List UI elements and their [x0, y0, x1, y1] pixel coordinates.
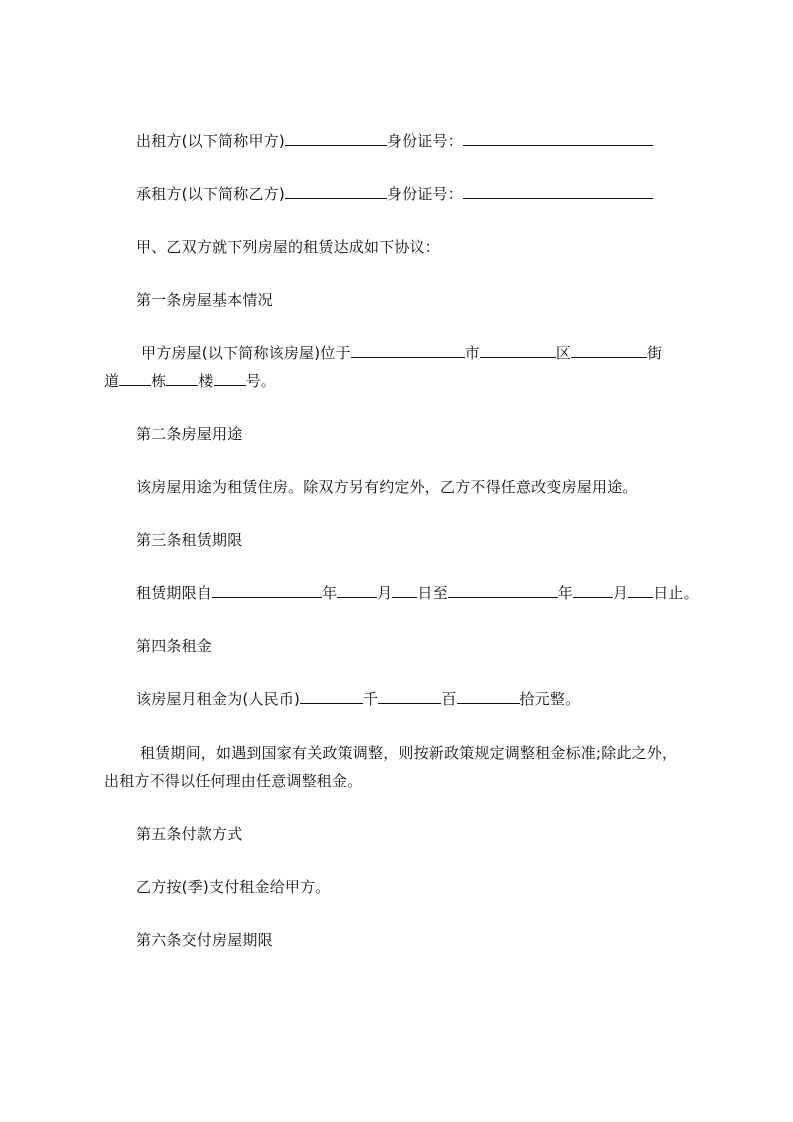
article1-city-blank[interactable]	[351, 342, 465, 358]
article2-text: 该房屋用途为租赁住房。除双方另有约定外，乙方不得任意改变房屋用途。	[136, 478, 638, 496]
article1-number-label: 号。	[245, 372, 277, 390]
article4-rent-line	[136, 688, 580, 710]
article3-end-year-blank[interactable]	[448, 582, 558, 598]
article1-building-label: 栋	[151, 372, 167, 390]
lessee-id-blank[interactable]	[463, 183, 653, 199]
article1-line2	[104, 370, 276, 392]
article3-year2-label: 年	[557, 584, 574, 602]
article3-day2-label: 日止。	[653, 584, 699, 602]
article1-floor-label: 楼	[198, 372, 214, 390]
intro-text: 甲、乙双方就下列房屋的租赁达成如下协议：	[136, 238, 441, 256]
article3-start-label: 租赁期限自	[136, 584, 213, 602]
article2-title: 第二条房屋用途	[136, 425, 243, 443]
article3-month2-label: 月	[613, 584, 629, 602]
article6-title: 第六条交付房屋期限	[136, 931, 273, 949]
article3-month1-label: 月	[377, 584, 393, 602]
lessor-label: 出租方(以下简称甲方)	[136, 132, 285, 150]
article4-hundred-label: 百	[441, 690, 457, 708]
lessor-id-blank[interactable]	[463, 130, 653, 146]
article4-thousand-blank[interactable]	[300, 688, 363, 704]
article1-floor-blank[interactable]	[166, 370, 198, 386]
lessor-name-blank[interactable]	[285, 130, 387, 146]
article1-district-label: 区	[555, 344, 572, 362]
article4-rent-label: 该房屋月租金为(人民币)	[136, 690, 301, 708]
lessor-id-label: 身份证号：	[386, 132, 463, 150]
lessee-name-blank[interactable]	[285, 183, 387, 199]
article4-note-line2: 出租方不得以任何理由任意调整租金。	[104, 772, 363, 790]
article1-street-label-1: 街	[647, 344, 663, 362]
article3-title: 第三条租赁期限	[136, 531, 243, 549]
lessor-line	[136, 130, 653, 152]
article3-start-day-blank[interactable]	[392, 582, 417, 598]
article5-text: 乙方按(季)支付租金给甲方。	[136, 878, 331, 896]
article3-start-year-blank[interactable]	[212, 582, 322, 598]
article1-line1	[141, 342, 662, 364]
article1-title: 第一条房屋基本情况	[136, 291, 273, 309]
article1-street-label-2: 道	[104, 372, 120, 390]
article3-end-day-blank[interactable]	[628, 582, 653, 598]
article3-start-month-blank[interactable]	[337, 582, 377, 598]
article4-note-line1: 租赁期间，如遇到国家有关政策调整，则按新政策规定调整租金标准;除此之外，	[140, 744, 678, 762]
article5-title: 第五条付款方式	[136, 825, 243, 843]
article3-end-month-blank[interactable]	[573, 582, 613, 598]
article4-thousand-label: 千	[363, 690, 379, 708]
lessee-label: 承租方(以下简称乙方)	[136, 185, 285, 203]
article1-street-blank[interactable]	[571, 342, 647, 358]
lessee-id-label: 身份证号：	[386, 185, 463, 203]
article3-day1-label: 日至	[417, 584, 448, 602]
article4-ten-blank[interactable]	[457, 688, 520, 704]
article1-location-label: 甲方房屋(以下简称该房屋)位于	[141, 344, 351, 362]
article3-year1-label: 年	[322, 584, 338, 602]
article4-ten-label: 拾元整。	[519, 690, 581, 708]
article4-title: 第四条租金	[136, 637, 213, 655]
article4-hundred-blank[interactable]	[378, 688, 441, 704]
article1-district-blank[interactable]	[480, 342, 556, 358]
lessee-line	[136, 183, 653, 205]
article1-number-blank[interactable]	[214, 370, 246, 386]
article1-building-blank[interactable]	[119, 370, 151, 386]
article3-line	[136, 582, 699, 604]
article1-city-label: 市	[464, 344, 480, 362]
